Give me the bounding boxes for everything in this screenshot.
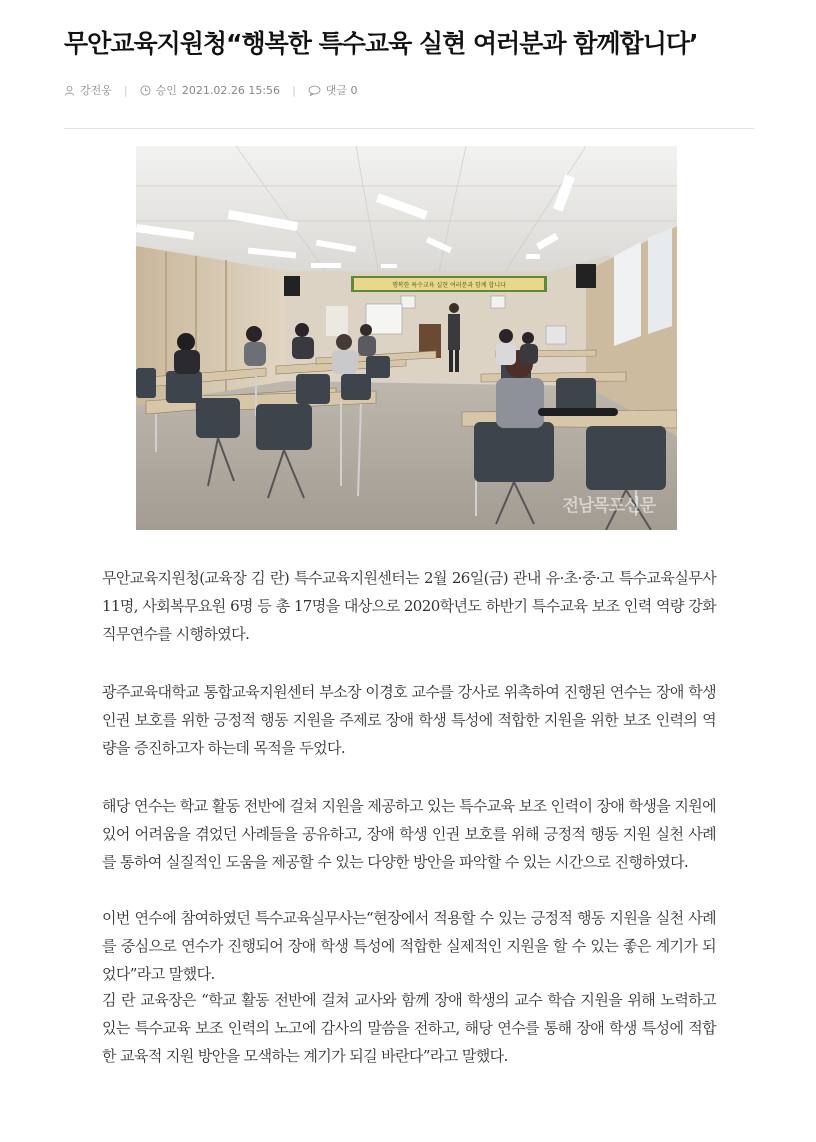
person-icon: [64, 85, 75, 96]
article-paragraph-5: 김 란 교육장은 “학교 활동 전반에 걸쳐 교사와 함께 장애 학생의 교수 학습 지원을 위해 노력하고 있는 특수교육 보조 인력의 노고에 감사의 말씀을 전하고, 해당 연수를 통해 장애 학생 특성에 적합한 교육적 지원 방안을 모색하는 계기가 되길 바란다”라고 말했다.: [102, 991, 716, 1065]
article-paragraph-2: 광주교육대학교 통합교육지원센터 부소장 이경호 교수를 강사로 위촉하여 진행된 연수는 장애 학생 인권 보호를 위한 긍정적 행동 지원을 주제로 장애 학생 특성에 적합한 지원을 위한 보조 인력의 역량을 증진하고자 하는데 목적을 두었다.: [102, 683, 716, 757]
article-paragraph-4: 이번 연수에 참여하였던 특수교육실무사는“현장에서 적용할 수 있는 긍정적 행동 지원을 실천 사례를 중심으로 연수가 진행되어 장애 학생 특성에 적합한 실제적인 지원을 할 수 있는 좋은 계기가 되었다”라고 말했다.: [102, 909, 716, 983]
approved-label: 승인: [155, 84, 177, 97]
meta-separator: |: [292, 83, 296, 97]
meta-separator: |: [123, 83, 128, 97]
approved-time: [140, 82, 280, 98]
approved-datetime: 2021.02.26 15:56: [181, 83, 281, 97]
article-paragraph-1: 무안교육지원청(교육장 김 란) 특수교육지원센터는 2월 26일(금) 관내 유·초·중·고 특수교육실무사 11명, 사회복무요원 6명 등 총 17명을 대상으로 2020학년도 하반기 특수교육 보조 인력 역량 강화 직무연수를 시행하였다.: [102, 569, 716, 643]
article-paragraph-3: 해당 연수는 학교 활동 전반에 걸쳐 지원을 제공하고 있는 특수교육 보조 인력이 장애 학생을 지원에 있어 어려움을 겪었던 사례들을 공유하고, 장애 학생 인권 보호를 위해 긍정적 행동 지원 실천 사례를 통하여 실질적인 도움을 제공할 수 있는 다양한 방안을 파악할 수 있는 시간으로 진행하였다.: [102, 797, 716, 871]
comments-count: 댓글 0: [325, 84, 358, 97]
author-name: 강전웅: [80, 84, 112, 97]
banner-text: 행복한 특수교육 실현 여러분과 함께 합니다: [392, 282, 506, 289]
clock-icon: [140, 85, 151, 96]
comments-link[interactable]: [308, 82, 358, 98]
author[interactable]: [64, 82, 112, 98]
comment-icon: [308, 85, 321, 96]
article-title: 무안교육지원청“행복한 특수교육 실현 여러분과 함께합니다’: [64, 29, 698, 58]
photo-watermark: 전남목포신문: [562, 496, 655, 516]
header-divider: [64, 128, 754, 129]
article-meta: [64, 80, 358, 100]
classroom-photo: [136, 146, 677, 530]
article-photo: [136, 146, 677, 530]
